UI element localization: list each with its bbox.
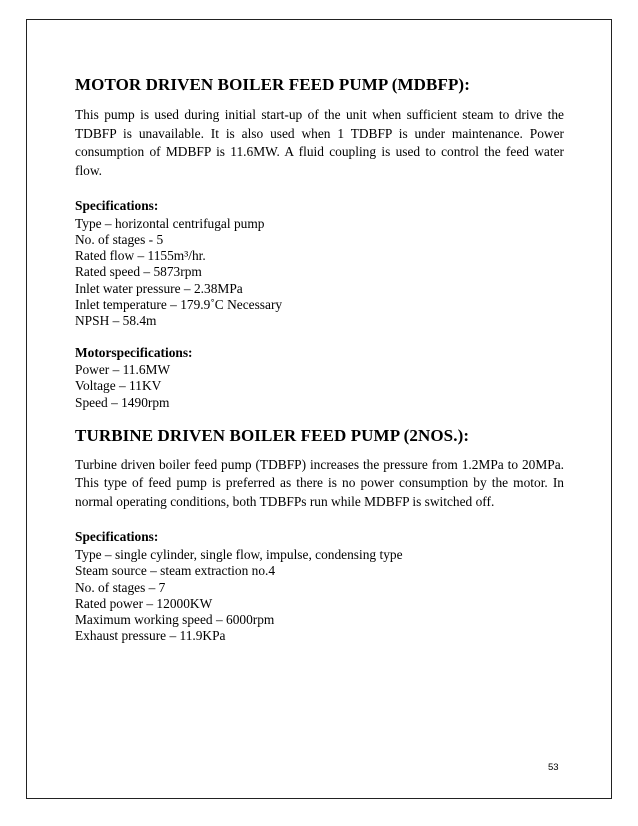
paragraph-tdbfp: Turbine driven boiler feed pump (TDBFP) increases the pressure from 1.2MPa to 20MPa. This type of feed pump is preferred as there is no power consumption by the motor. In normal operating conditions, both TDBFPs run while MDBFP is switched off. (75, 456, 564, 509)
tdbfp-specifications (75, 528, 564, 644)
spec-line: Type – horizontal centrifugal pump (75, 215, 265, 231)
spec-line: Steam source – steam extraction no.4 (75, 563, 276, 579)
spec-line: Exhaust pressure – 11.9KPa (75, 628, 226, 644)
spec-line: Inlet temperature – 179.9˚C Necessary (75, 296, 283, 312)
spec-line: No. of stages - 5 (75, 231, 164, 247)
mdbfp-specifications (75, 197, 564, 330)
spec-line: NPSH – 58.4m (75, 313, 157, 329)
page-number: 53 (548, 762, 559, 773)
spec-title-motor: Motorspecifications: (75, 344, 193, 360)
paragraph-mdbfp: This pump is used during initial start-up of the unit when sufficient steam to drive the TDBFP is unavailable. It is also used when 1 TDBFP is under maintenance. Power consumption of MDBFP is 11.6MW. A fluid coupling is used to control the feed water flow. (75, 107, 564, 178)
spec-line: Rated power – 12000KW (75, 595, 213, 611)
page-content (75, 74, 564, 645)
spec-title-tdbfp: Specifications: (75, 529, 159, 545)
spec-line: Voltage – 11KV (75, 378, 162, 394)
spec-line: Rated speed – 5873rpm (75, 264, 202, 280)
spec-line: Inlet water pressure – 2.38MPa (75, 280, 243, 296)
spec-line: Maximum working speed – 6000rpm (75, 612, 275, 628)
motor-specifications (75, 344, 564, 411)
spec-line: Type – single cylinder, single flow, impulse, condensing type (75, 546, 403, 562)
spec-line: No. of stages – 7 (75, 579, 166, 595)
spec-line: Rated flow – 1155m³/hr. (75, 248, 206, 264)
heading-mdbfp: MOTOR DRIVEN BOILER FEED PUMP (MDBFP): (75, 75, 470, 94)
spec-line: Speed – 1490rpm (75, 394, 170, 410)
spec-title-mdbfp: Specifications: (75, 198, 159, 213)
spec-line: Power – 11.6MW (75, 362, 171, 378)
heading-tdbfp: TURBINE DRIVEN BOILER FEED PUMP (2NOS.): (75, 425, 470, 445)
